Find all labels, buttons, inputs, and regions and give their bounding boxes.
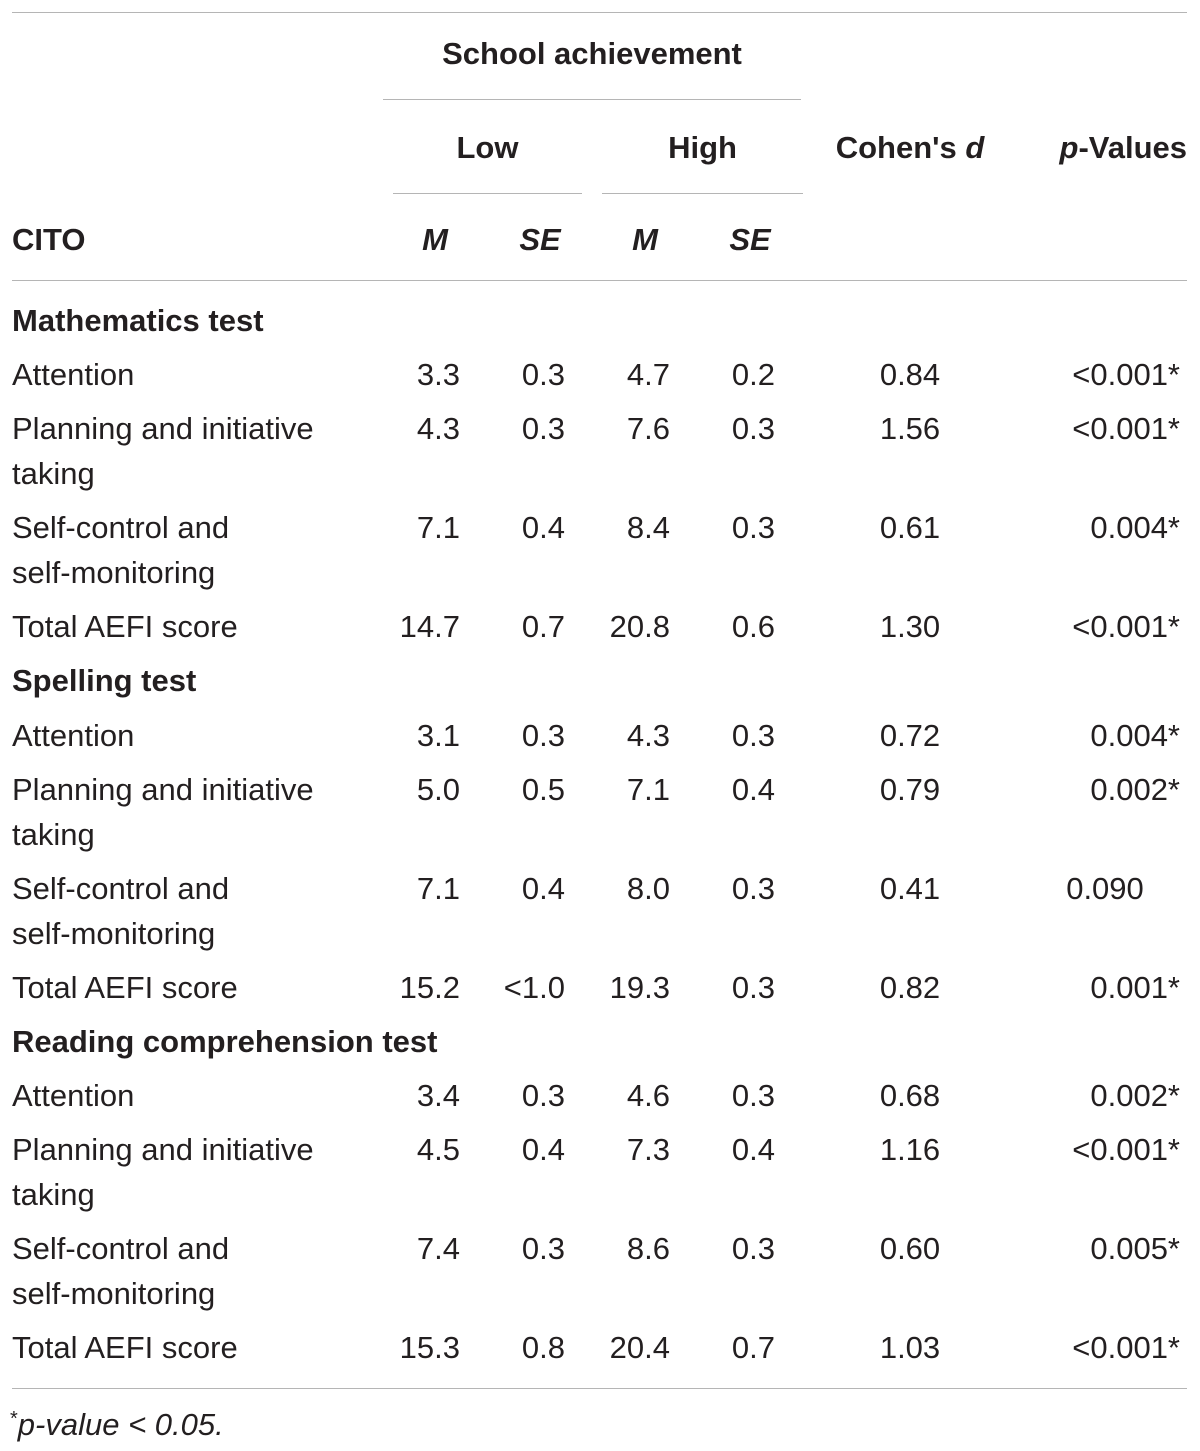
high-se-cell: 0.3	[731, 1078, 775, 1113]
row-label: Self-control and	[12, 871, 230, 906]
low-m-cell: 7.1	[416, 871, 460, 906]
section-title: Spelling test	[12, 663, 197, 698]
low-se-cell: 0.4	[521, 510, 565, 545]
p-value-cell: <0.001*	[1072, 411, 1180, 446]
high-m-cell: 4.7	[626, 357, 670, 392]
high-se-cell: 0.4	[731, 772, 775, 807]
cohens-d-cell: 0.60	[879, 1231, 941, 1266]
high-m-cell: 8.4	[626, 510, 670, 545]
p-value-cell: 0.004*	[1090, 718, 1180, 753]
high-m-cell: 7.1	[626, 772, 670, 807]
low-rule	[393, 193, 582, 194]
high-se-header: SE	[729, 222, 771, 257]
top-rule	[12, 12, 1187, 13]
low-m-cell: 3.4	[416, 1078, 460, 1113]
low-se-cell: <1.0	[503, 970, 565, 1005]
row-label: Attention	[12, 718, 135, 753]
low-m-cell: 4.3	[416, 411, 460, 446]
cohens-d-cell: 1.56	[879, 411, 941, 446]
low-se-cell: 0.3	[521, 357, 565, 392]
high-m-cell: 4.3	[626, 718, 670, 753]
row-label-continued: taking	[12, 817, 95, 852]
high-m-cell: 8.6	[626, 1231, 670, 1266]
high-se-cell: 0.3	[731, 510, 775, 545]
cohens-d-cell: 0.84	[879, 357, 941, 392]
low-m-cell: 7.4	[416, 1231, 460, 1266]
cohens-d-header	[810, 125, 1010, 170]
p-value-cell: 0.090	[1066, 871, 1144, 906]
section-title: Reading comprehension test	[12, 1024, 438, 1059]
school-achievement-rule	[383, 99, 801, 100]
row-label-continued: self-monitoring	[12, 555, 216, 590]
high-m-cell: 7.3	[626, 1132, 670, 1167]
p-value-cell: <0.001*	[1072, 609, 1180, 644]
p-values-suffix: -Values	[1078, 130, 1187, 165]
row-label: Planning and initiative	[12, 772, 314, 807]
table-bottom-rule	[12, 1388, 1187, 1389]
cohens-d-cell: 1.03	[879, 1330, 941, 1365]
p-value-cell: <0.001*	[1072, 1330, 1180, 1365]
high-rule	[602, 193, 803, 194]
cohens-d-cell: 0.68	[879, 1078, 941, 1113]
row-label: Attention	[12, 1078, 135, 1113]
low-m-header: M	[422, 222, 448, 257]
low-m-cell: 4.5	[416, 1132, 460, 1167]
high-se-cell: 0.3	[731, 718, 775, 753]
low-m-cell: 7.1	[416, 510, 460, 545]
low-m-cell: 5.0	[416, 772, 460, 807]
row-label: Attention	[12, 357, 135, 392]
low-se-cell: 0.3	[521, 1231, 565, 1266]
cohens-d-cell: 0.79	[879, 772, 941, 807]
p-symbol: p	[1059, 130, 1079, 165]
header-bottom-rule	[12, 280, 1187, 281]
row-label: Self-control and	[12, 1231, 230, 1266]
p-value-cell: 0.002*	[1090, 772, 1180, 807]
high-se-cell: 0.3	[731, 1231, 775, 1266]
row-label-continued: self-monitoring	[12, 916, 216, 951]
high-m-cell: 8.0	[626, 871, 670, 906]
high-header: High	[668, 130, 737, 165]
low-se-cell: 0.5	[521, 772, 565, 807]
high-se-cell: 0.2	[731, 357, 775, 392]
high-m-cell: 7.6	[626, 411, 670, 446]
low-m-cell: 14.7	[399, 609, 460, 644]
high-se-cell: 0.6	[731, 609, 775, 644]
high-se-cell: 0.3	[731, 871, 775, 906]
row-label: Total AEFI score	[12, 609, 238, 644]
p-value-cell: 0.004*	[1090, 510, 1180, 545]
cohens-d-cell: 0.61	[879, 510, 941, 545]
low-se-cell: 0.7	[521, 609, 565, 644]
footnote-text: p-value < 0.05.	[17, 1407, 224, 1442]
high-m-cell: 20.4	[609, 1330, 670, 1365]
section-title: Mathematics test	[12, 303, 264, 338]
row-label: Planning and initiative	[12, 1132, 314, 1167]
high-se-cell: 0.7	[731, 1330, 775, 1365]
low-se-cell: 0.4	[521, 871, 565, 906]
row-label: Self-control and	[12, 510, 230, 545]
low-se-cell: 0.3	[521, 411, 565, 446]
low-m-cell: 15.3	[399, 1330, 460, 1365]
low-m-cell: 15.2	[399, 970, 460, 1005]
cohens-d-cell: 1.16	[879, 1132, 941, 1167]
high-se-cell: 0.3	[731, 970, 775, 1005]
low-se-cell: 0.3	[521, 718, 565, 753]
row-label-continued: taking	[12, 456, 95, 491]
p-value-cell: <0.001*	[1072, 357, 1180, 392]
high-m-cell: 4.6	[626, 1078, 670, 1113]
cohens-d-symbol: d	[965, 130, 985, 165]
cohens-d-cell: 0.72	[879, 718, 941, 753]
cito-header: CITO	[12, 222, 86, 257]
p-value-cell: 0.001*	[1090, 970, 1180, 1005]
low-se-header: SE	[519, 222, 561, 257]
high-m-cell: 20.8	[609, 609, 670, 644]
high-se-cell: 0.3	[731, 411, 775, 446]
low-m-cell: 3.1	[416, 718, 460, 753]
low-se-cell: 0.8	[521, 1330, 565, 1365]
row-label-continued: taking	[12, 1177, 95, 1212]
low-se-cell: 0.3	[521, 1078, 565, 1113]
row-label: Total AEFI score	[12, 1330, 238, 1365]
high-m-cell: 19.3	[609, 970, 670, 1005]
cohens-d-cell: 1.30	[879, 609, 941, 644]
p-value-cell: 0.002*	[1090, 1078, 1180, 1113]
low-se-cell: 0.4	[521, 1132, 565, 1167]
low-header: Low	[456, 130, 519, 165]
high-m-header: M	[632, 222, 658, 257]
row-label-continued: self-monitoring	[12, 1276, 216, 1311]
cohens-d-cell: 0.82	[879, 970, 941, 1005]
p-values-header	[1010, 125, 1187, 170]
high-se-cell: 0.4	[731, 1132, 775, 1167]
p-value-cell: <0.001*	[1072, 1132, 1180, 1167]
low-m-cell: 3.3	[416, 357, 460, 392]
row-label: Planning and initiative	[12, 411, 314, 446]
cohens-d-cell: 0.41	[879, 871, 941, 906]
footnote-star: *	[10, 1408, 18, 1430]
cohens-d-prefix: Cohen's	[835, 130, 966, 165]
row-label: Total AEFI score	[12, 970, 238, 1005]
p-value-cell: 0.005*	[1090, 1231, 1180, 1266]
school-achievement-header: School achievement	[442, 36, 742, 71]
footnote	[10, 1397, 224, 1447]
